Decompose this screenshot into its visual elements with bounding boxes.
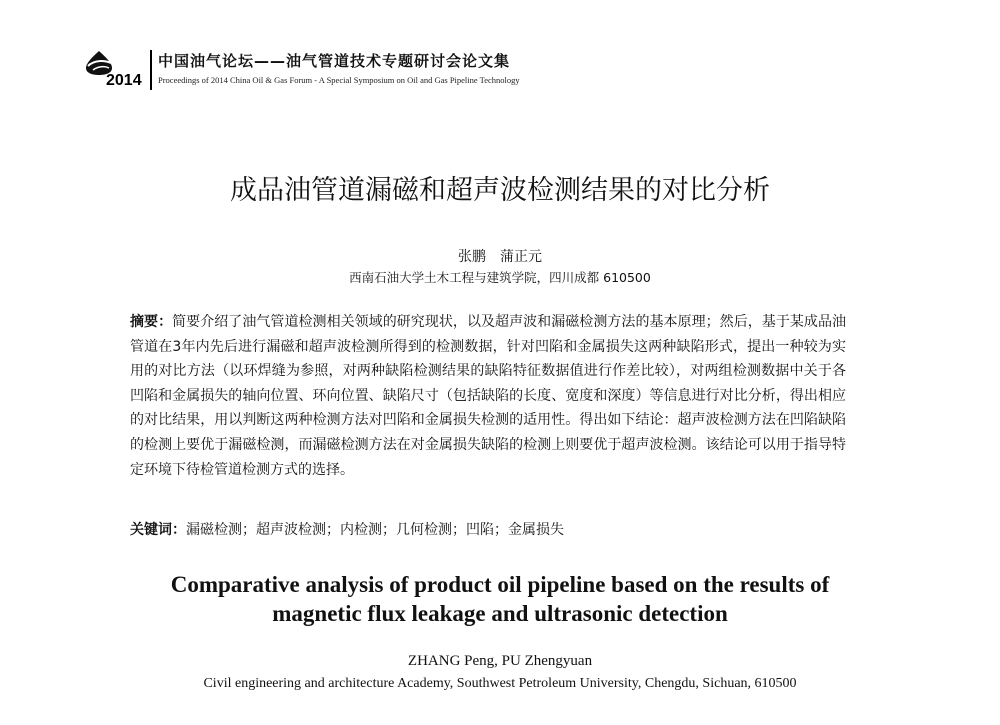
abstract-text: 简要介绍了油气管道检测相关领域的研究现状，以及超声波和漏磁检测方法的基本原理；然后，基于某成品油管道在3年内先后进行漏磁和超声波检测所得到的检测数据，针对凹陷和金属损失这两种缺陷形式，提出一种较为实用的对比方法（以环焊缝为参照，对两种缺陷检测结果的缺陷特征数据值进行作差比较），对两组检测数据中关于各凹陷和金属损失的轴向位置、环向位置、缺陷尺寸（包括缺陷的长度、宽度和深度）等信息进行对比分析，得出相应的对比结果，用以判断这两种检测方法对凹陷和金属损失检测的适用性。得出如下结论：超声波检测方法在凹陷缺陷的检测上要优于漏磁检测，而漏磁检测方法在对金属损失缺陷的检测上则要优于超声波检测。该结论可以用于指导特定环境下待检管道检测方式的选择。 [130,314,847,478]
affiliation-cn: 西南石油大学土木工程与建筑学院，四川成都 610500 [349,270,651,285]
abstract-cn [130,310,846,482]
header-divider [150,50,152,90]
paper-title-en [0,570,1000,628]
logo-year: 2014 [106,72,142,89]
keywords-label: 关键词： [130,522,186,538]
abstract-label: 摘要： [130,314,173,330]
forum-logo [84,50,150,92]
keywords-text: 漏磁检测；超声波检测；内检测；几何检测；凹陷；金属损失 [186,522,564,538]
journal-title-en: Proceedings of 2014 China Oil & Gas Forum - A Special Symposium on Oil and Gas Pipeline Technology [158,75,520,85]
paper-title-cn: 成品油管道漏磁和超声波检测结果的对比分析 [230,175,770,206]
authors-cn: 张鹏 蒲正元 [458,249,542,265]
keywords-cn [130,519,846,539]
title-en-line-2: magnetic flux leakage and ultrasonic detection [272,601,728,626]
authors-en: ZHANG Peng, PU Zhengyuan [407,653,593,669]
affiliation-en: Civil engineering and architecture Academy, Southwest Petroleum University, Chengdu, Sichuan, 610500 [203,676,797,691]
journal-title-cn: 中国油气论坛——油气管道技术专题研讨会论文集 [158,52,511,70]
title-en-line-1: Comparative analysis of product oil pipeline based on the results of [170,572,830,597]
